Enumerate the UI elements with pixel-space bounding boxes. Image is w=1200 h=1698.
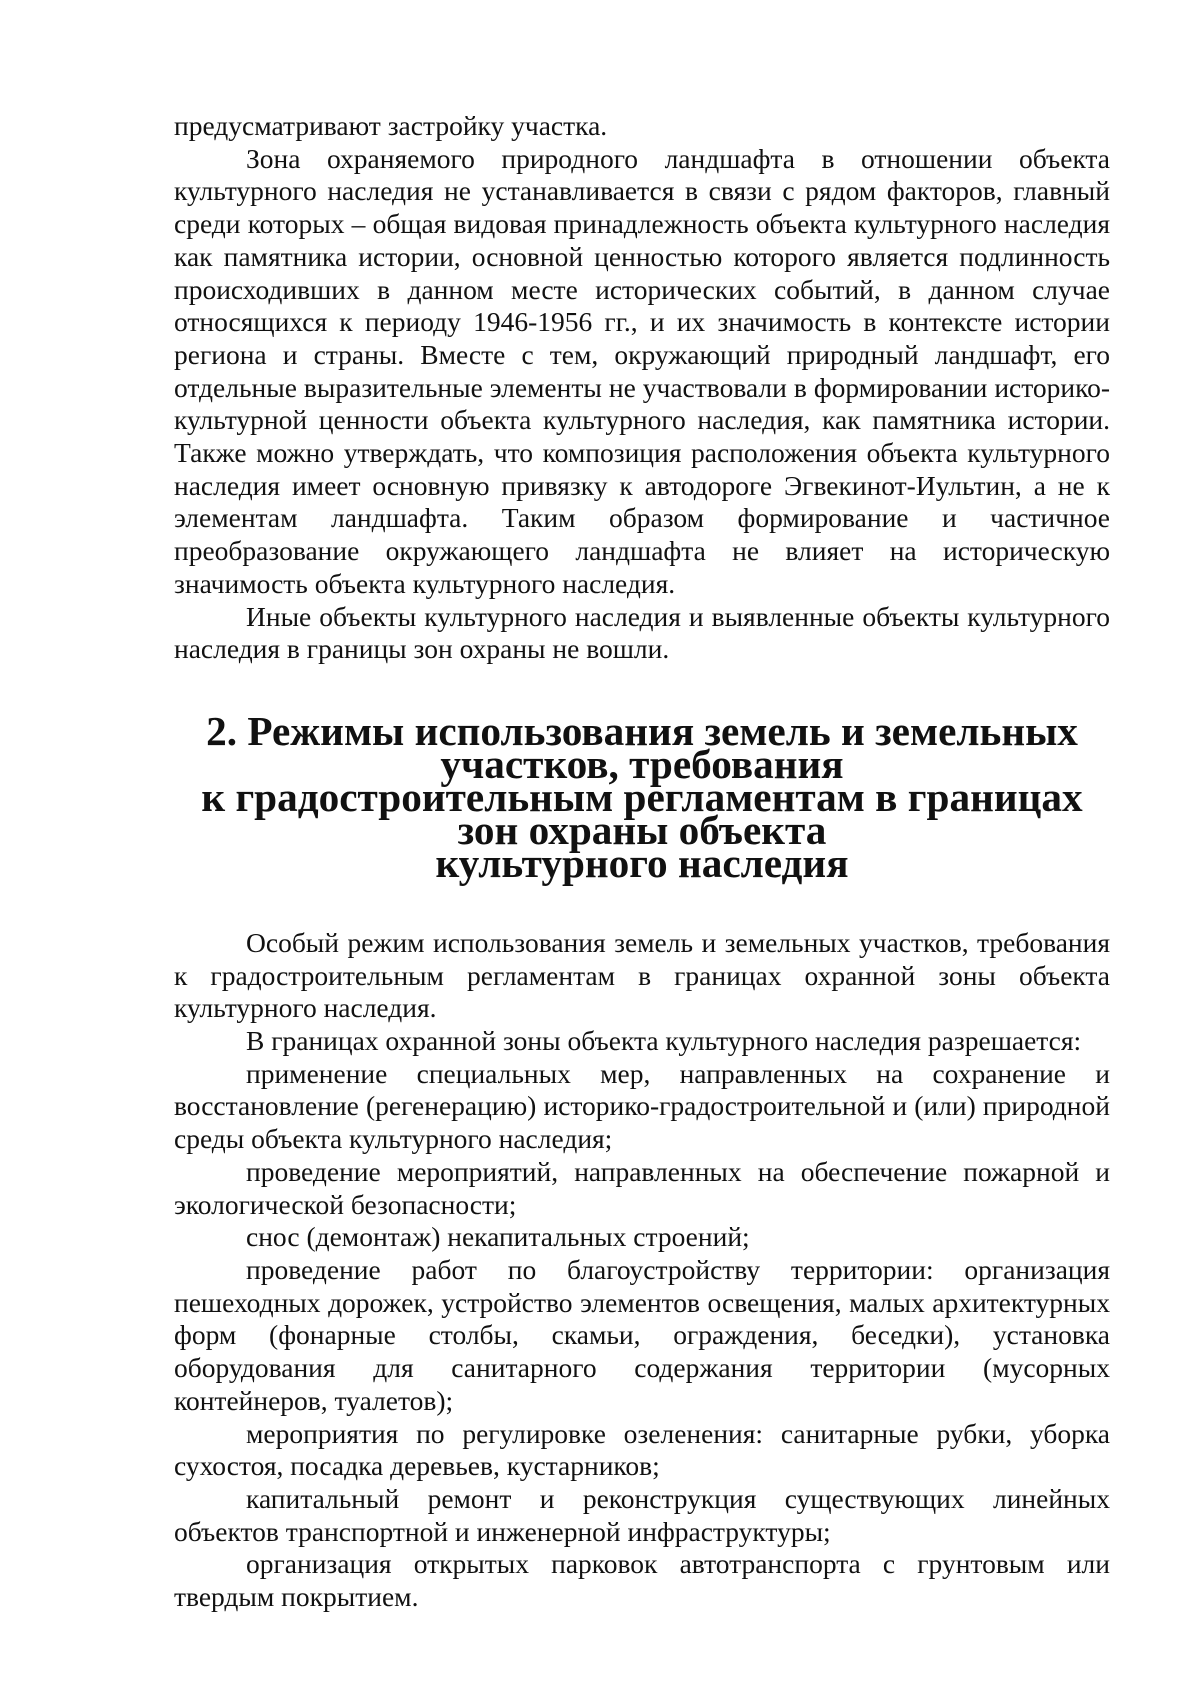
paragraph-special-regime: Особый режим использования земель и земельных участков, требования к градостроительным регламентам в границах охранной зоны объекта культурного наследия. <box>174 926 1110 1024</box>
section-heading-line: к градостроительным регламентам в границах зон охраны объекта <box>201 773 1083 853</box>
paragraph-continuation: предусматривают застройку участка. <box>174 110 608 141</box>
section-heading-line: культурного наследия <box>435 839 849 886</box>
list-item-special-measures: применение специальных мер, направленных на сохранение и восстановление (регенерацию) историко-градостроительной и (или) природной среды объекта культурного наследия; <box>174 1057 1110 1155</box>
section-heading-line: 2. Режимы использования земель и земельных участков, требования <box>206 707 1078 787</box>
section-heading <box>174 707 1110 886</box>
paragraph-other-objects: Иные объекты культурного наследия и выявленные объекты культурного наследия в границы зон охраны не вошли. <box>174 600 1110 665</box>
list-item-greenery: мероприятия по регулировке озеленения: санитарные рубки, уборка сухостоя, посадка деревьев, кустарников; <box>174 1417 1110 1482</box>
document-page <box>174 110 1110 1614</box>
list-item-demolition: снос (демонтаж) некапитальных строений; <box>246 1221 750 1253</box>
paragraph-permitted-intro: В границах охранной зоны объекта культурного наследия разрешается: <box>246 1025 1082 1057</box>
list-item-parking: организация открытых парковок автотранспорта с грунтовым или твердым покрытием. <box>174 1548 1110 1613</box>
paragraph-landscape-zone: Зона охраняемого природного ландшафта в отношении объекта культурного наследия не устанавливается в связи с рядом факторов, главный среди которых – общая видовая принадлежность объекта культурного наследия как памятника истории, основной ценностью которого является подлинность происходивших в данном месте исторических событий, в данном случае относящихся к периоду 1946-1956 гг., и их значимость в контексте истории региона и страны. Вместе с тем, окружающий природный ландшафт, его отдельные выразительные элементы не участвовали в формировании историко-культурной ценности объекта культурного наследия, как памятника истории. Также можно утверждать, что композиция расположения объекта культурного наследия имеет основную привязку к автодороге Эгвекинот-Иультин, а не к элементам ландшафта. Таким образом формирование и частичное преобразование окружающего ландшафта не влияет на историческую значимость объекта культурного наследия. <box>174 142 1110 599</box>
list-item-safety-measures: проведение мероприятий, направленных на обеспечение пожарной и экологической безопасности; <box>174 1155 1110 1220</box>
list-item-landscaping: проведение работ по благоустройству территории: организация пешеходных дорожек, устройство элементов освещения, малых архитектурных форм (фонарные столбы, скамьи, ограждения, беседки), установка оборудования для санитарного содержания территории (мусорных контейнеров, туалетов); <box>174 1253 1110 1416</box>
list-item-infrastructure: капитальный ремонт и реконструкция существующих линейных объектов транспортной и инженерной инфраструктуры; <box>174 1482 1110 1547</box>
